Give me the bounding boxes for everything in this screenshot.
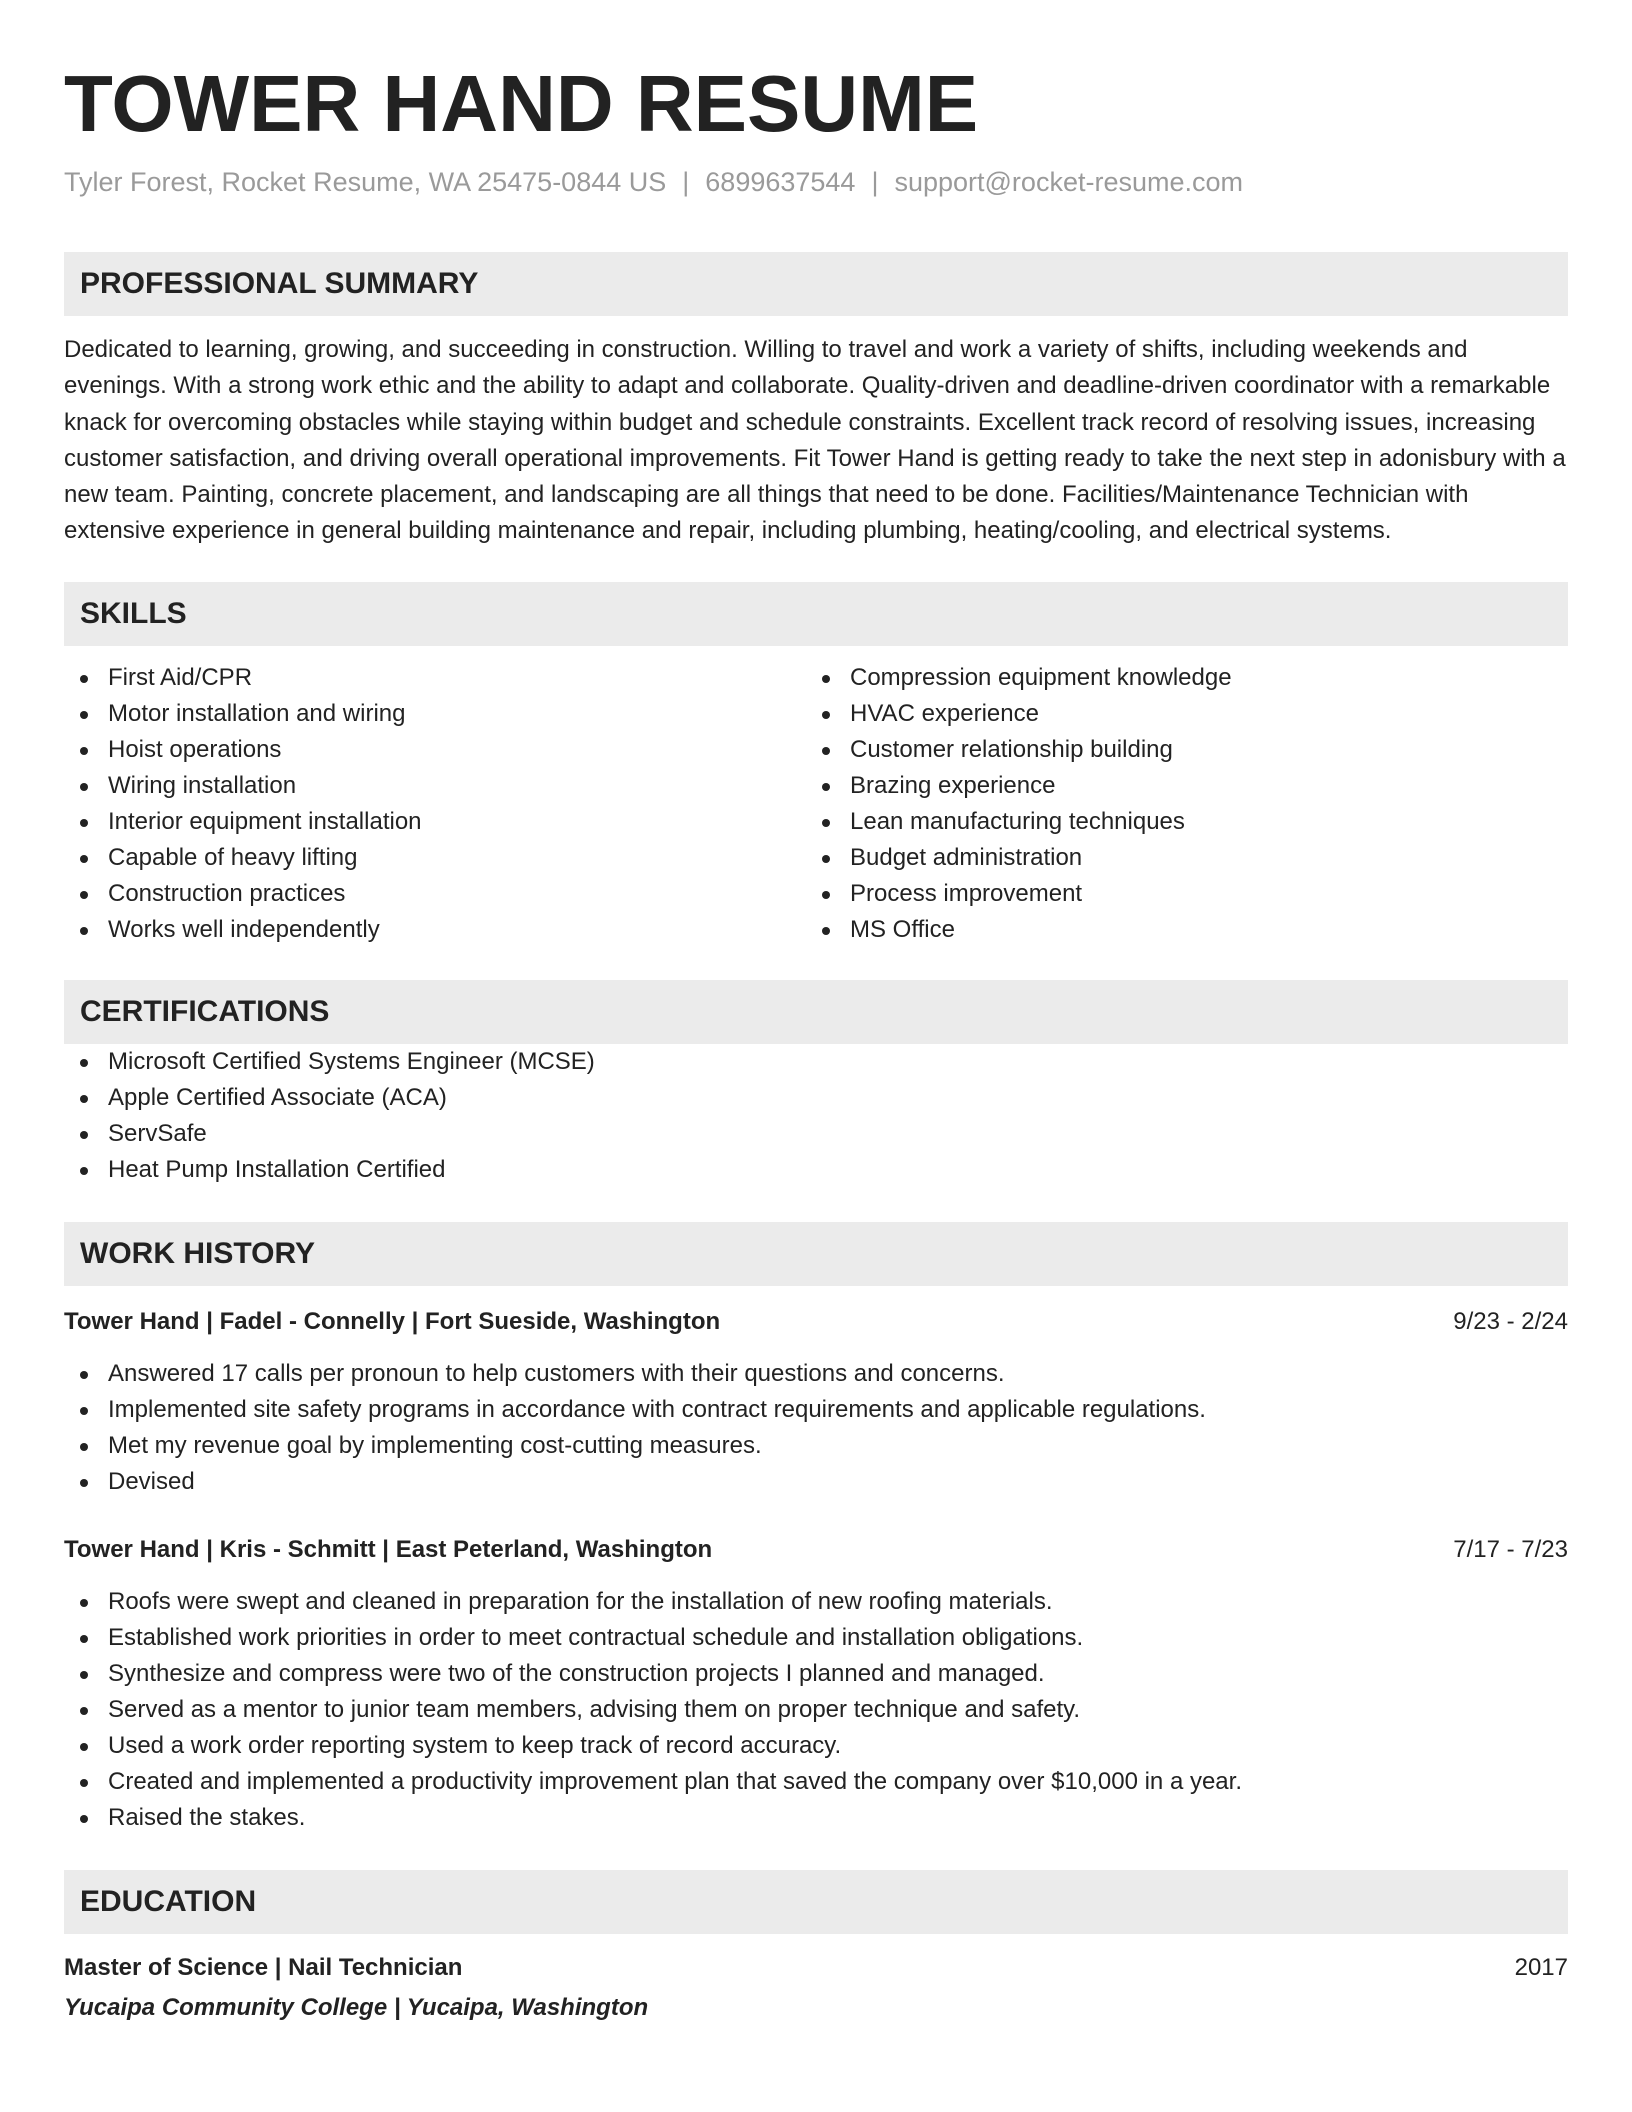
skill-item: Capable of heavy lifting xyxy=(64,840,806,876)
job-dates: 7/17 - 7/23 xyxy=(1453,1535,1568,1563)
contact-address: Tyler Forest, Rocket Resume, WA 25475-0844 US xyxy=(64,167,667,197)
job-duty-item: Synthesize and compress were two of the construction projects I planned and managed. xyxy=(64,1656,1568,1692)
skill-item: Customer relationship building xyxy=(806,732,1548,768)
skill-item: Works well independently xyxy=(64,912,806,948)
skills-grid xyxy=(64,660,1568,948)
skills-column-right xyxy=(806,660,1548,948)
job-dates: 9/23 - 2/24 xyxy=(1453,1307,1568,1335)
contact-separator: | xyxy=(871,167,879,197)
skill-item: MS Office xyxy=(806,912,1548,948)
skill-item: Hoist operations xyxy=(64,732,806,768)
job-entry xyxy=(64,1304,1568,1500)
certification-item: Heat Pump Installation Certified xyxy=(64,1152,1568,1188)
skill-item: Compression equipment knowledge xyxy=(806,660,1548,696)
section-header-skills: SKILLS xyxy=(64,582,1568,646)
section-header-education: EDUCATION xyxy=(64,1870,1568,1934)
job-duty-item: Created and implemented a productivity improvement plan that saved the company over $10,000 in a year. xyxy=(64,1764,1568,1800)
contact-phone: 6899637544 xyxy=(705,167,856,197)
job-duties-list xyxy=(64,1584,1568,1836)
contact-email: support@rocket-resume.com xyxy=(894,167,1243,197)
education-degree: Master of Science | Nail Technician xyxy=(64,1953,463,1981)
professional-summary-text: Dedicated to learning, growing, and succeeding in construction. Willing to travel and work a variety of shifts, including weekends and evenings. With a strong work ethic and the ability to adapt and collaborate. Quality-driven and deadline-driven coordinator with a remarkable knack for overcoming obstacles while staying within budget and schedule constraints. Excellent track record of resolving issues, increasing customer satisfaction, and driving overall operational improvements. Fit Tower Hand is getting ready to take the next step in adonisbury with a new team. Painting, concrete placement, and landscaping are all things that need to be done. Facilities/Maintenance Technician with extensive experience in general building maintenance and repair, including plumbing, heating/cooling, and electrical systems. xyxy=(64,336,1566,545)
skill-item: Wiring installation xyxy=(64,768,806,804)
skill-item: First Aid/CPR xyxy=(64,660,806,696)
job-duty-item: Served as a mentor to junior team members, advising them on proper technique and safety. xyxy=(64,1692,1568,1728)
skills-list-left xyxy=(64,660,806,948)
education-year: 2017 xyxy=(1514,1953,1568,1981)
certification-item: ServSafe xyxy=(64,1116,1568,1152)
job-duty-item: Roofs were swept and cleaned in preparation for the installation of new roofing materials. xyxy=(64,1584,1568,1620)
job-duty-item: Met my revenue goal by implementing cost-cutting measures. xyxy=(64,1428,1568,1464)
education-school: Yucaipa Community College | Yucaipa, Washington xyxy=(64,1993,649,2021)
section-header-summary: PROFESSIONAL SUMMARY xyxy=(64,252,1568,316)
job-duty-item: Implemented site safety programs in accordance with contract requirements and applicable regulations. xyxy=(64,1392,1568,1428)
certifications-list xyxy=(64,1044,1568,1188)
skills-column-left xyxy=(64,660,806,948)
job-header xyxy=(64,1532,1568,1568)
certification-item: Apple Certified Associate (ACA) xyxy=(64,1080,1568,1116)
job-duty-item: Raised the stakes. xyxy=(64,1800,1568,1836)
job-duty-item: Used a work order reporting system to keep track of record accuracy. xyxy=(64,1728,1568,1764)
skills-list-right xyxy=(806,660,1548,948)
skill-item: HVAC experience xyxy=(806,696,1548,732)
skill-item: Brazing experience xyxy=(806,768,1548,804)
skill-item: Process improvement xyxy=(806,876,1548,912)
contact-separator: | xyxy=(682,167,690,197)
job-duty-item: Established work priorities in order to meet contractual schedule and installation obligations. xyxy=(64,1620,1568,1656)
skill-item: Construction practices xyxy=(64,876,806,912)
job-duty-item: Devised xyxy=(64,1464,1568,1500)
education-header xyxy=(64,1950,1568,1986)
certification-item: Microsoft Certified Systems Engineer (MCSE) xyxy=(64,1044,1568,1080)
contact-line xyxy=(64,164,1568,200)
job-title: Tower Hand | Kris - Schmitt | East Peterland, Washington xyxy=(64,1535,713,1563)
skill-item: Motor installation and wiring xyxy=(64,696,806,732)
resume-title: TOWER HAND RESUME xyxy=(64,59,979,148)
section-header-certifications: CERTIFICATIONS xyxy=(64,980,1568,1044)
job-duties-list xyxy=(64,1356,1568,1500)
skill-item: Budget administration xyxy=(806,840,1548,876)
skill-item: Lean manufacturing techniques xyxy=(806,804,1548,840)
job-title: Tower Hand | Fadel - Connelly | Fort Sueside, Washington xyxy=(64,1307,721,1335)
section-header-work-history: WORK HISTORY xyxy=(64,1222,1568,1286)
job-duty-item: Answered 17 calls per pronoun to help customers with their questions and concerns. xyxy=(64,1356,1568,1392)
skill-item: Interior equipment installation xyxy=(64,804,806,840)
job-header xyxy=(64,1304,1568,1340)
education-entry xyxy=(64,1950,1568,2026)
job-entry xyxy=(64,1532,1568,1836)
resume-page xyxy=(64,58,1568,2026)
